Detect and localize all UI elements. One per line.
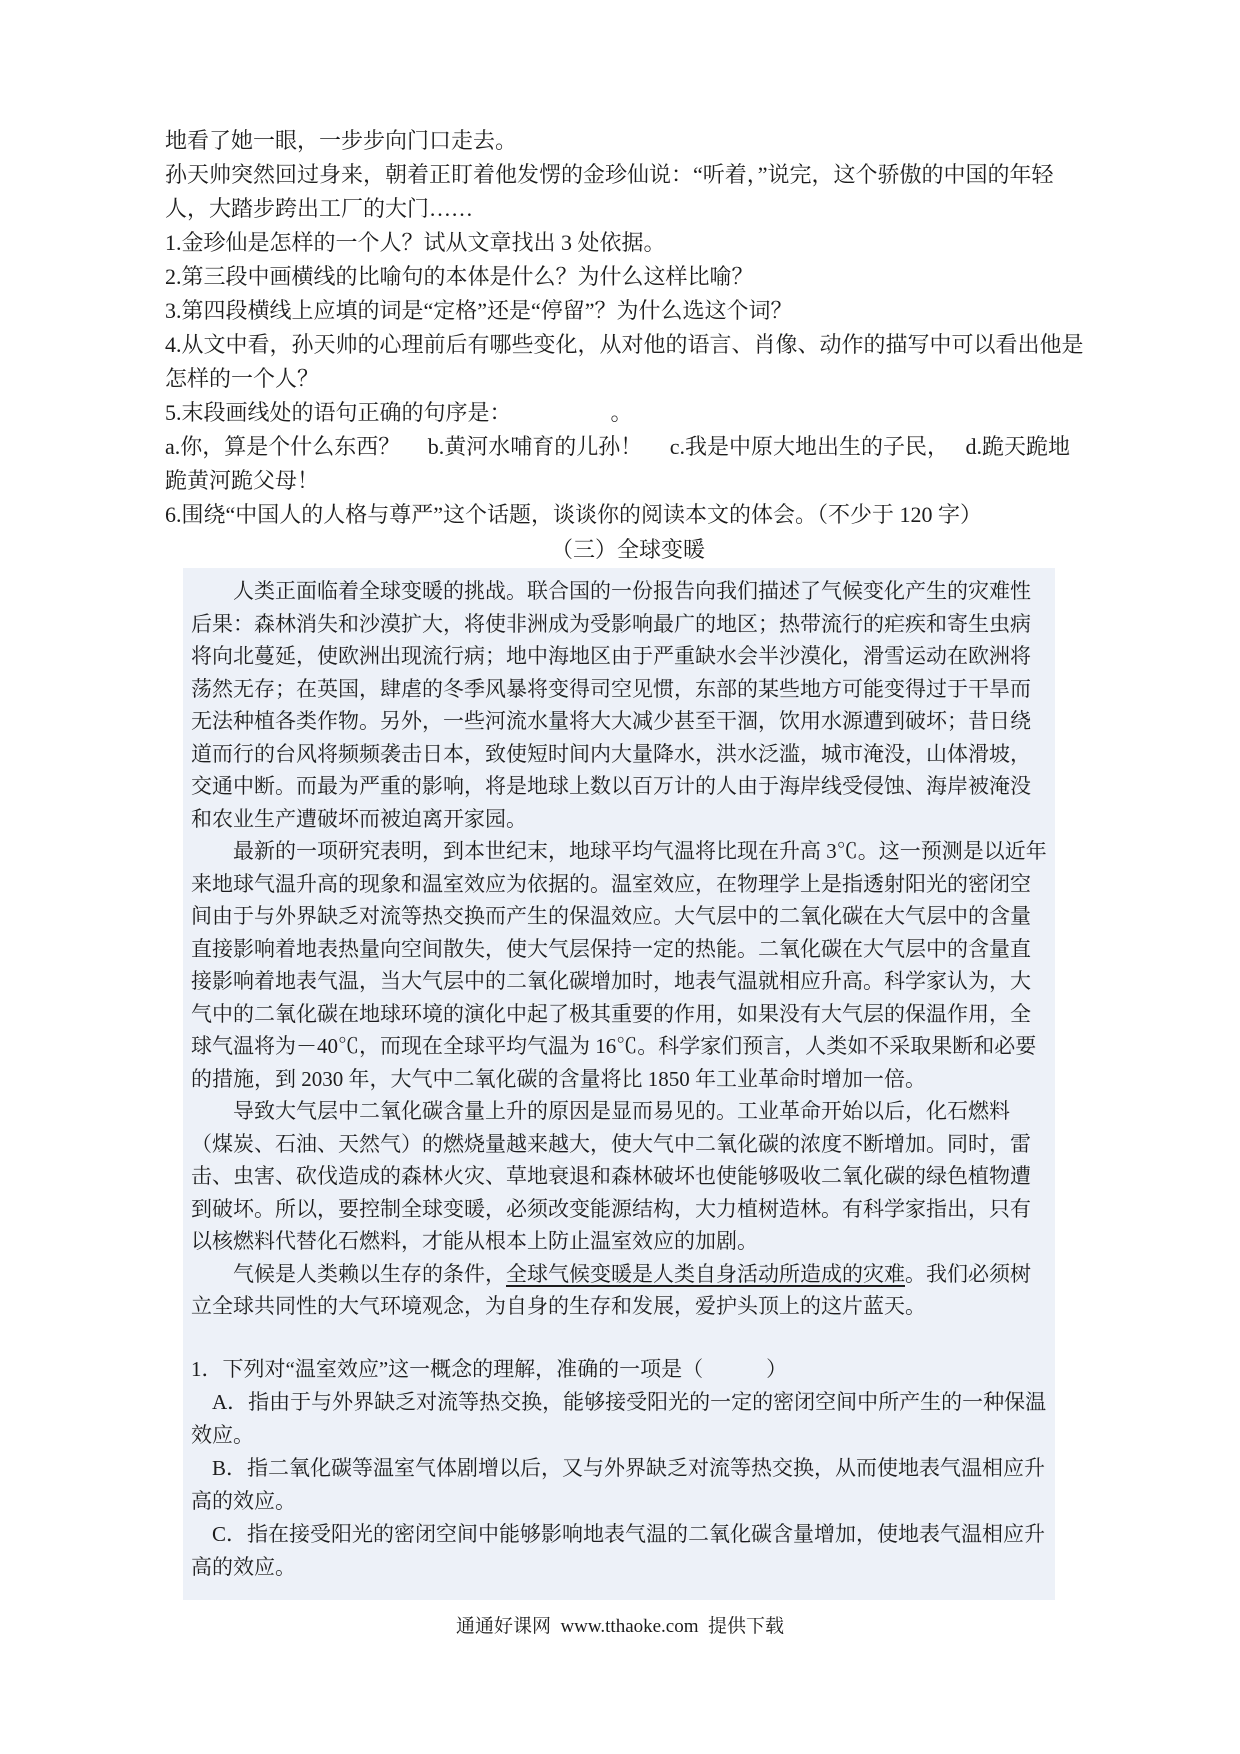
- question-1: 1.金珍仙是怎样的一个人？试从文章找出 3 处依据。: [165, 230, 666, 255]
- question-3: 3.第四段横线上应填的词是“定格”还是“停留”？为什么选这个词？: [165, 298, 793, 323]
- page-footer: 通通好课网 www.tthaoke.com 提供下载: [455, 1616, 785, 1637]
- passage-highlight-block: [183, 568, 1055, 1600]
- exercise-option-b: B．指二氧化碳等温室气体剧增以后，又与外界缺乏对流等热交换，从而使地表气温相应升高的效应。: [191, 1455, 1046, 1513]
- passage-paragraph-2: 最新的一项研究表明，到本世纪末，地球平均气温将比现在升高 3℃。这一预测是以近年来地球气温升高的现象和温室效应为依据的。温室效应，在物理学上是指透射阳光的密闭空间由于与外界缺乏对流等热交换而产生的保温效应。大气层中的二氧化碳在大气层中的含量直接影响着地表热量向空间散失，使大气层保持一定的热能。二氧化碳在大气层中的含量直接影响着地表气温，当大气层中的二氧化碳增加时，地表气温就相应升高。科学家认为，大气中的二氧化碳在地球环境的演化中起了极其重要的作用，如果没有大气层的保温作用，全球气温将为－40℃，而现在全球平均气温为 16℃。科学家们预言，人类如不采取果断和必要的措施，到 2030 年，大气中二氧化碳的含量将比 1850 年工业革命时增加一倍。: [191, 839, 1047, 1091]
- passage-paragraph-1: 人类正面临着全球变暖的挑战。联合国的一份报告向我们描述了气候变化产生的灾难性后果：森林消失和沙漠扩大，将使非洲成为受影响最广的地区；热带流行的疟疾和寄生虫病将向北蔓延，使欧洲出现流行病；地中海地区由于严重缺水会半沙漠化，滑雪运动在欧洲将荡然无存；在英国，肆虐的冬季风暴将变得司空见惯，东部的某些地方可能变得过于干旱而无法种植各类作物。另外，一些河流水量将大大减少甚至干涸，饮用水源遭到破坏；昔日绕道而行的台风将频频袭击日本，致使短时间内大量降水，洪水泛滥，城市淹没，山体滑坡，交通中断。而最为严重的影响，将是地球上数以百万计的人由于海岸线受侵蚀、海岸被淹没和农业生产遭破坏而被迫离开家园。: [191, 579, 1031, 831]
- question-4: 4.从文中看，孙天帅的心理前后有哪些变化，从对他的语言、肖像、动作的描写中可以看出他是怎样的一个人？: [165, 332, 1084, 391]
- exercise-option-c: C．指在接受阳光的密闭空间中能够影响地表气温的二氧化碳含量增加，使地表气温相应升高的效应。: [191, 1521, 1046, 1579]
- para4-lead-text: 气候是人类赖以生存的条件，: [233, 1261, 506, 1286]
- question-5: 5.末段画线处的语句正确的句序是： 。: [165, 400, 633, 425]
- question-5-options: a.你，算是个什么东西？ b.黄河水哺育的儿孙！ c.我是中原大地出生的子民， d.跪天跪地跪黄河跪父母！: [165, 434, 1071, 493]
- question-6: 6.围绕“中国人的人格与尊严”这个话题，谈谈你的阅读本文的体会。（不少于 120 字）: [165, 502, 983, 527]
- document-content: [165, 124, 1091, 1600]
- passage-paragraph-3: 导致大气层中二氧化碳含量上升的原因是显而易见的。工业革命开始以后，化石燃料（煤炭、石油、天然气）的燃烧量越来越大，使大气中二氧化碳的浓度不断增加。同时，雷击、虫害、砍伐造成的森林火灾、草地衰退和森林破坏也使能够吸收二氧化碳的绿色植物遭到破坏。所以，要控制全球变暖，必须改变能源结构，大力植树造林。有科学家指出，只有以核燃料代替化石燃料，才能从根本上防止温室效应的加剧。: [191, 1099, 1031, 1253]
- blank-spacer: [191, 1323, 1047, 1353]
- para4-underlined-text: 全球气候变暖是人类自身活动所造成的灾难: [506, 1261, 905, 1286]
- story-line-tail: 地看了她一眼，一步步向门口走去。: [165, 128, 518, 153]
- story-paragraph: 孙天帅突然回过身来，朝着正盯着他发愣的金珍仙说：“听着，”说完，这个骄傲的中国的年轻人，大踏步跨出工厂的大门……: [165, 162, 1054, 221]
- passage-paragraph-4: [191, 1258, 1047, 1323]
- exercise-question-1: 1．下列对“温室效应”这一概念的理解，准确的一项是（ ）: [191, 1356, 788, 1381]
- para4-tail-text: 。我们必须树立全球共同性的大气环境观念，为自身的生存和发展，爱护头顶上的这片蓝天。: [191, 1261, 1031, 1318]
- question-2: 2.第三段中画横线的比喻句的本体是什么？为什么这样比喻？: [165, 264, 754, 289]
- exercise-option-a: A．指由于与外界缺乏对流等热交换，能够接受阳光的一定的密闭空间中所产生的一种保温效应。: [191, 1389, 1047, 1447]
- section-title: （三）全球变暖: [550, 537, 705, 562]
